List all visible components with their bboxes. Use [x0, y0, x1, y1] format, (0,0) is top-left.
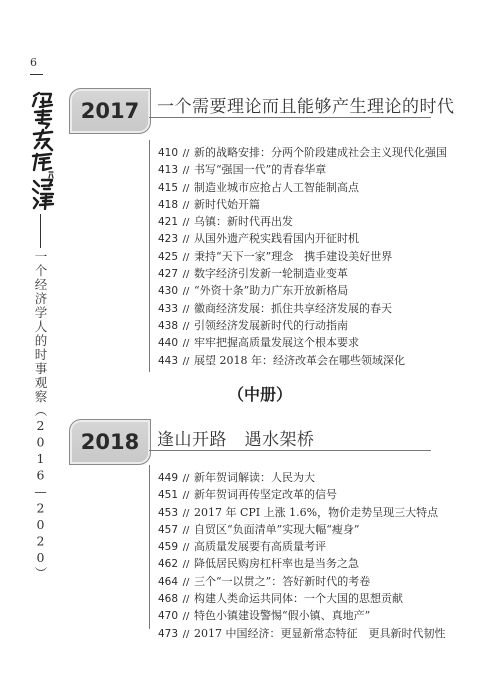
toc-page-number: 425	[158, 250, 179, 263]
toc-separator: //	[182, 490, 190, 502]
toc-entry[interactable]	[158, 197, 479, 214]
toc-title: 制造业城市应抢占人工智能制高点	[194, 180, 359, 194]
side-divider	[40, 214, 41, 248]
toc-separator: //	[182, 594, 190, 606]
toc-list-2017	[158, 145, 479, 370]
toc-title: 牢牢把握高质量发展这个根本要求	[194, 336, 359, 350]
toc-separator: //	[182, 199, 190, 211]
toc-separator: //	[182, 473, 190, 484]
year-badge-2018: 2018	[69, 419, 151, 465]
toc-title: 书写“强国一代”的青春华章	[194, 163, 327, 177]
toc-title: 高质量发展要有高质量考评	[194, 540, 326, 554]
toc-line-2018	[149, 465, 150, 629]
toc-title: 新的战略安排：分两个阶段建成社会主义现代化强国	[194, 146, 447, 159]
header-rule	[30, 74, 43, 75]
title-rule-2018	[149, 450, 431, 451]
page-number: 6	[30, 56, 37, 69]
section-title-2018: 逢山开路 遇水架桥	[157, 430, 315, 450]
toc-separator: //	[182, 524, 190, 536]
toc-separator: //	[182, 320, 190, 332]
toc-entry[interactable]	[158, 591, 479, 608]
toc-page-number: 443	[158, 354, 179, 367]
toc-title: 三个“一以贯之”：答好新时代的考卷	[194, 574, 371, 588]
toc-entry[interactable]	[158, 539, 479, 556]
toc-line-2017	[149, 140, 150, 372]
toc-page-number: 449	[158, 472, 179, 484]
toc-title: 2017 年 CPI 上涨 1.6%，物价走势呈现三大特点	[194, 505, 439, 519]
toc-page-number: 413	[158, 164, 179, 177]
toc-entry[interactable]	[158, 162, 479, 179]
toc-page-number: 427	[158, 268, 179, 281]
toc-title: 新年贺词再传坚定改革的信号	[194, 488, 337, 502]
toc-title: 徽商经济发展：抓住共享经济发展的春天	[194, 301, 392, 315]
toc-page-number: 433	[158, 302, 179, 315]
toc-separator: //	[182, 628, 190, 640]
toc-page-number: 473	[158, 627, 179, 640]
toc-page-number: 470	[158, 610, 179, 623]
toc-title: 从国外遗产税实践看国内开征时机	[194, 232, 359, 246]
toc-separator: //	[182, 559, 190, 571]
toc-separator: //	[182, 234, 190, 246]
toc-entry[interactable]	[158, 522, 479, 539]
toc-title: 降低居民购房杠杆率也是当务之急	[194, 557, 359, 571]
toc-entry[interactable]	[158, 214, 479, 231]
toc-page-number: 464	[158, 575, 179, 588]
toc-title: “外资十条”助力广东开放新格局	[194, 284, 349, 298]
toc-separator: //	[182, 507, 190, 519]
toc-page-number: 451	[158, 489, 179, 502]
toc-page-number: 421	[158, 216, 179, 229]
toc-title: 构建人类命运共同体：一个大国的思想贡献	[194, 592, 403, 606]
toc-separator: //	[182, 611, 190, 623]
toc-separator: //	[182, 576, 190, 588]
toc-separator: //	[182, 182, 190, 194]
toc-separator: //	[182, 148, 190, 159]
toc-separator: //	[182, 542, 190, 554]
toc-entry[interactable]	[158, 353, 479, 370]
section-title-2017: 一个需要理论而且能够产生理论的时代	[157, 97, 455, 117]
toc-entry[interactable]	[158, 335, 479, 352]
toc-title: 特色小镇建设警惕“假小镇、真地产”	[194, 609, 371, 623]
toc-entry[interactable]	[158, 249, 479, 266]
toc-list-2018	[158, 470, 479, 643]
toc-entry[interactable]	[158, 556, 479, 573]
toc-page-number: 462	[158, 558, 179, 571]
toc-entry[interactable]	[158, 470, 479, 487]
toc-title: 自贸区“负面清单”实现大幅“瘦身”	[194, 522, 360, 536]
toc-entry[interactable]	[158, 266, 479, 283]
toc-separator: //	[182, 338, 190, 350]
toc-page-number: 418	[158, 198, 179, 211]
toc-page-number: 430	[158, 285, 179, 298]
toc-title: 秉持“天下一家”理念 携手建设美好世界	[194, 249, 393, 263]
toc-entry[interactable]	[158, 487, 479, 504]
toc-separator: //	[182, 269, 190, 281]
toc-page-number: 468	[158, 593, 179, 606]
toc-separator: //	[182, 355, 190, 367]
toc-separator: //	[182, 286, 190, 298]
toc-separator: //	[182, 217, 190, 229]
toc-page-number: 410	[158, 147, 179, 159]
toc-title: 新年贺词解读：人民为大	[194, 471, 315, 484]
toc-entry[interactable]	[158, 283, 479, 300]
toc-separator: //	[182, 165, 190, 177]
toc-entry[interactable]	[158, 301, 479, 318]
toc-entry[interactable]	[158, 608, 479, 625]
toc-title: 乌镇：新时代再出发	[194, 215, 293, 229]
toc-page-number: 415	[158, 181, 179, 194]
toc-page-number: 453	[158, 506, 179, 519]
toc-title: 2017 中国经济：更显新常态特征 更具新时代韧性	[194, 626, 446, 640]
toc-entry[interactable]	[158, 145, 479, 162]
toc-page-number: 459	[158, 541, 179, 554]
toc-title: 新时代始开篇	[194, 197, 260, 211]
volume-label: （中册）	[227, 385, 292, 404]
toc-entry[interactable]	[158, 505, 479, 522]
toc-title: 引领经济发展新时代的行动指南	[194, 318, 348, 332]
toc-entry[interactable]	[158, 231, 479, 248]
toc-title: 展望 2018 年：经济改革会在哪些领域深化	[194, 353, 405, 367]
title-rule-2017	[149, 117, 431, 118]
calligraphy-title-logo	[29, 90, 57, 210]
toc-entry[interactable]	[158, 180, 479, 197]
book-subtitle: 一个经济学人的时事观察（2016—2020）	[33, 250, 48, 581]
toc-page-number: 438	[158, 319, 179, 332]
toc-entry[interactable]	[158, 318, 479, 335]
toc-page-number: 423	[158, 233, 179, 246]
toc-entry[interactable]	[158, 574, 479, 591]
toc-entry[interactable]	[158, 626, 479, 643]
toc-page-number: 457	[158, 523, 179, 536]
toc-title: 数字经济引发新一轮制造业变革	[194, 267, 348, 281]
toc-separator: //	[182, 303, 190, 315]
toc-page-number: 440	[158, 337, 179, 350]
toc-separator: //	[182, 251, 190, 263]
year-badge-2017: 2017	[69, 88, 151, 134]
